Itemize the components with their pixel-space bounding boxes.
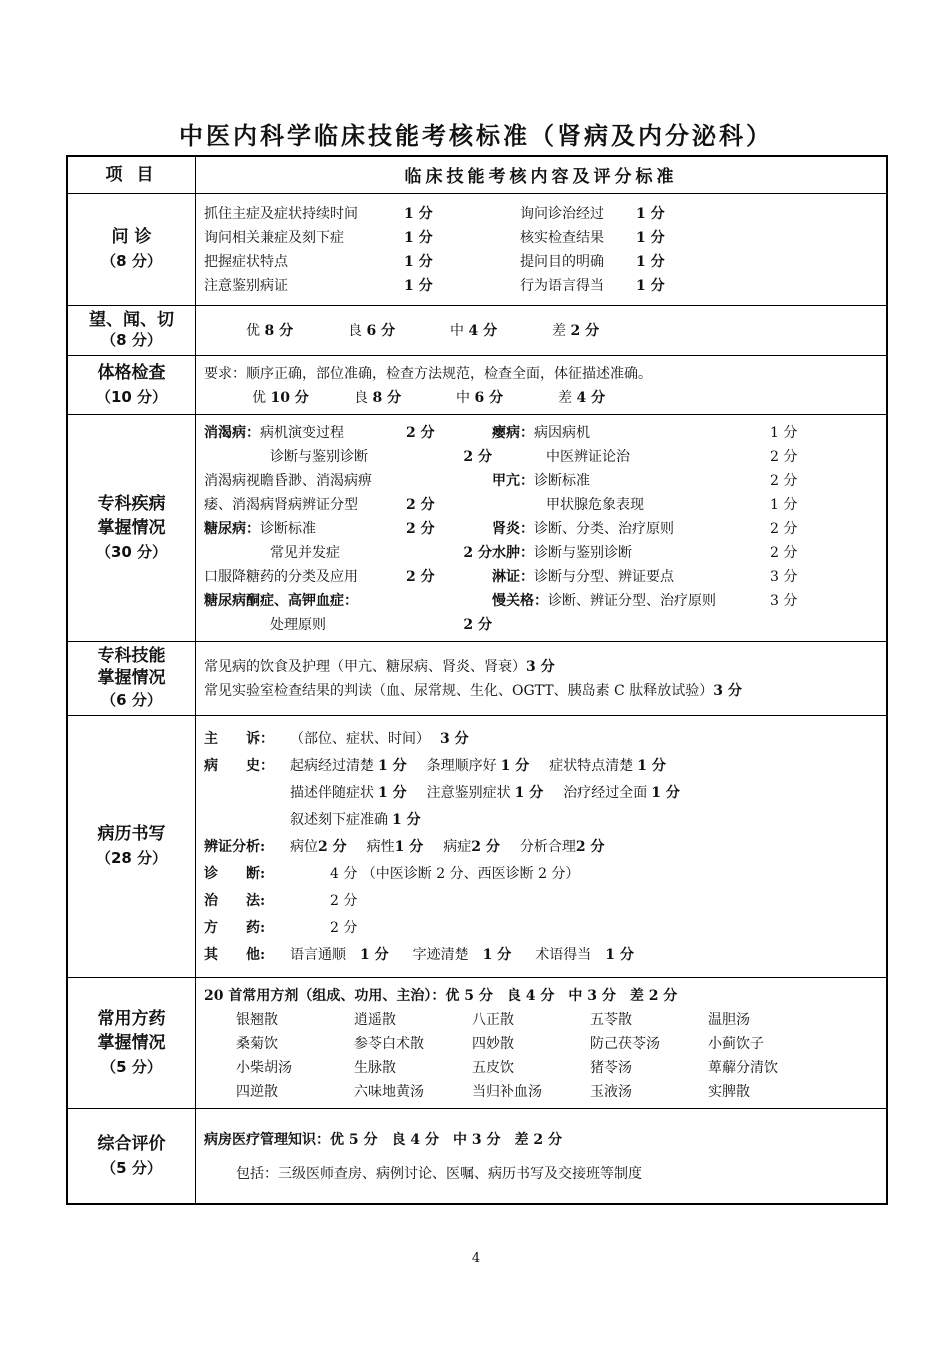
disease-item — [492, 469, 770, 493]
formula-name: 五苓散 — [590, 1011, 632, 1028]
grade-score: 8 分 — [372, 389, 402, 406]
disease-content: 中医辨证论治 — [546, 448, 630, 465]
disease-score: 2 分 — [463, 544, 492, 561]
row-inquiry — [67, 193, 887, 305]
disease-line — [492, 445, 822, 469]
row-record — [67, 715, 887, 977]
disease-line — [492, 469, 822, 493]
history-line — [204, 807, 878, 834]
grade — [558, 386, 660, 410]
label-text: 专科疾病 — [97, 493, 166, 514]
grade-level: 优 — [252, 389, 271, 406]
disease-item — [204, 613, 463, 637]
skill-line-1-score: 3 分 — [526, 659, 555, 675]
chief-label: 主 诉： — [204, 730, 274, 747]
history-item: 条理顺序好 — [426, 757, 497, 774]
disease-name: 消渴病： — [204, 424, 260, 441]
other-item: 字迹清楚 — [412, 946, 469, 963]
inquiry-score: 1 分 — [636, 206, 665, 222]
disease-content: 病因病机 — [534, 424, 590, 441]
formula-name: 六味地黄汤 — [354, 1083, 424, 1100]
disease-line — [204, 565, 492, 589]
row-formula — [67, 977, 887, 1108]
formula-name: 小柴胡汤 — [236, 1059, 292, 1076]
formula-name: 银翘散 — [236, 1011, 278, 1028]
content-record — [196, 715, 888, 977]
history-item: 起病经过清楚 — [290, 757, 374, 774]
disease-score: 2 分 — [463, 616, 492, 633]
disease-item — [204, 445, 463, 469]
disease-item — [204, 469, 406, 493]
disease-content: 诊断与分型、辨证要点 — [534, 568, 674, 585]
rx-text: 2 分 — [330, 919, 358, 936]
inquiry-score: 1 分 — [636, 230, 665, 246]
other-score: 1 分 — [482, 946, 512, 963]
formula-name: 玉液汤 — [590, 1083, 632, 1100]
formula-name: 实脾散 — [708, 1083, 750, 1100]
label-text: 体格检查 — [97, 362, 166, 383]
label-physical — [67, 355, 196, 414]
history-item: 叙述刻下症准确 — [290, 811, 388, 828]
formula-name: 四逆散 — [236, 1083, 278, 1100]
disease-item — [204, 421, 406, 445]
disease-score: 2 分 — [770, 544, 798, 561]
grade-level: 差 — [558, 389, 577, 406]
label-text: 常用方药 — [97, 1008, 166, 1029]
skill-line-2-score: 3 分 — [713, 683, 742, 699]
formula-line — [236, 1032, 878, 1056]
analysis-score: 2 分 — [471, 838, 500, 855]
history-score: 1 分 — [378, 757, 407, 774]
inquiry-line — [204, 202, 878, 226]
disease-name: 淋证： — [492, 568, 534, 585]
content-skill — [196, 641, 888, 715]
disease-content: 常见并发症 — [270, 544, 340, 561]
disease-line — [204, 469, 492, 493]
disease-score: 2 分 — [406, 496, 435, 513]
disease-item — [492, 445, 770, 469]
rx-label: 方 药: — [204, 919, 266, 936]
inquiry-score: 1 分 — [404, 254, 433, 270]
disease-name: 甲亢： — [492, 472, 534, 489]
grade — [354, 386, 456, 410]
label-score: （5 分） — [101, 1158, 162, 1177]
disease-item — [204, 589, 406, 613]
row-physical — [67, 355, 887, 414]
other-item: 术语得当 — [535, 946, 592, 963]
content-physical — [196, 355, 888, 414]
disease-content: 诊断、分类、治疗原则 — [534, 520, 674, 537]
inquiry-item: 询问诊治经过 — [520, 206, 604, 222]
label-disease — [67, 414, 196, 641]
label-record — [67, 715, 196, 977]
disease-name: 瘿病： — [492, 424, 534, 441]
skill-line-2: 常见实验室检查结果的判读（血、尿常规、生化、OGTT、胰岛素 C 肽释放试验） — [204, 683, 714, 699]
disease-content: 消渴病视瞻昏渺、消渴病痹 — [204, 472, 372, 489]
disease-item — [492, 589, 770, 613]
history-indent — [204, 780, 290, 807]
formula-name: 桑菊饮 — [236, 1035, 278, 1052]
analysis-item: 病性 — [366, 838, 395, 855]
history-score: 1 分 — [392, 811, 421, 828]
other-score: 1 分 — [605, 946, 634, 963]
row-observe — [67, 305, 887, 355]
disease-name: 慢关格： — [492, 592, 548, 609]
history-score: 1 分 — [378, 784, 407, 801]
disease-score: 3 分 — [770, 592, 798, 609]
formula-name: 当归补血汤 — [472, 1083, 542, 1100]
analysis-item: 病位 — [290, 838, 318, 855]
disease-item — [492, 517, 770, 541]
disease-content: 处理原则 — [270, 616, 326, 633]
inquiry-score: 1 分 — [404, 278, 433, 294]
content-overall — [196, 1108, 888, 1204]
grade-level: 差 — [552, 323, 571, 339]
disease-line — [492, 565, 822, 589]
grade-score: 6 分 — [474, 389, 504, 406]
label-text: 综合评价 — [97, 1133, 166, 1154]
analysis-score: 2 分 — [318, 838, 347, 855]
grade — [246, 319, 348, 343]
table-header-row — [67, 156, 887, 193]
therapy-label: 治 法: — [204, 892, 266, 909]
inquiry-line — [204, 226, 878, 250]
grade-level: 优 — [246, 323, 265, 339]
history-item: 治疗经过全面 — [563, 784, 648, 801]
disease-line — [204, 517, 492, 541]
disease-line — [492, 589, 822, 613]
disease-item — [492, 421, 770, 445]
disease-content: 病机演变过程 — [260, 424, 344, 441]
disease-score: 2 分 — [770, 520, 798, 537]
history-indent — [204, 807, 290, 834]
label-text: 望、闻、切 — [89, 310, 174, 330]
disease-line — [204, 613, 492, 637]
grade — [456, 386, 558, 410]
grade-score: 2 分 — [570, 323, 600, 339]
history-score: 1 分 — [637, 757, 666, 774]
content-formula — [196, 977, 888, 1108]
disease-score: 2 分 — [770, 472, 798, 489]
chief-text: （部位、症状、时间） — [290, 730, 430, 747]
grade — [348, 319, 450, 343]
analysis-label: 辨证分析: — [204, 838, 266, 855]
label-skill — [67, 641, 196, 715]
formula-heading: 20 首常用方剂（组成、功用、主治）：优 5 分 良 4 分 中 3 分 差 2 分 — [204, 987, 678, 1004]
skill-line-1: 常见病的饮食及护理（甲亢、糖尿病、肾炎、肾衰） — [204, 659, 526, 675]
disease-content: 诊断与鉴别诊断 — [534, 544, 632, 561]
grade-score: 6 分 — [366, 323, 396, 339]
row-overall — [67, 1108, 887, 1204]
label-score: （8 分） — [101, 331, 162, 349]
grade-score: 10 分 — [270, 389, 309, 406]
formula-name: 温胆汤 — [708, 1011, 750, 1028]
inquiry-item: 行为语言得当 — [520, 278, 604, 294]
disease-score: 1 分 — [770, 424, 798, 441]
disease-item — [492, 541, 770, 565]
formula-name: 萆薢分清饮 — [708, 1059, 778, 1076]
inquiry-score: 1 分 — [404, 206, 433, 222]
disease-item — [492, 493, 770, 517]
disease-content: 诊断标准 — [260, 520, 316, 537]
formula-name: 参苓白术散 — [354, 1035, 424, 1052]
formula-name: 防己茯苓汤 — [590, 1035, 660, 1052]
disease-name: 肾炎： — [492, 520, 534, 537]
formula-name: 逍遥散 — [354, 1011, 396, 1028]
grade-score: 4 分 — [468, 323, 498, 339]
disease-item — [204, 517, 406, 541]
header-item: 项 目 — [67, 156, 196, 193]
disease-content: 诊断标准 — [534, 472, 590, 489]
diagnosis-label: 诊 断: — [204, 865, 266, 882]
disease-line — [492, 517, 822, 541]
therapy-text: 2 分 — [330, 892, 358, 909]
grade-score: 4 分 — [576, 389, 606, 406]
label-overall — [67, 1108, 196, 1204]
assessment-table — [66, 155, 888, 1205]
formula-name: 四妙散 — [472, 1035, 514, 1052]
label-formula — [67, 977, 196, 1108]
other-item: 语言通顺 — [290, 946, 346, 963]
formula-name: 小蓟饮子 — [708, 1035, 764, 1052]
disease-name: 水肿： — [492, 544, 534, 561]
formula-name: 猪苓汤 — [590, 1059, 632, 1076]
inquiry-item: 询问相关兼症及刻下症 — [204, 230, 344, 246]
disease-content: 诊断、辨证分型、治疗原则 — [548, 592, 716, 609]
content-disease — [196, 414, 888, 641]
content-observe — [196, 305, 888, 355]
disease-line — [204, 541, 492, 565]
label-score: （30 分） — [95, 542, 168, 561]
grade-level: 中 — [456, 389, 475, 406]
inquiry-item: 提问目的明确 — [520, 254, 604, 270]
disease-score: 2 分 — [463, 448, 492, 465]
analysis-score: 1 分 — [394, 838, 424, 855]
disease-line — [492, 421, 822, 445]
row-skill — [67, 641, 887, 715]
label-observe — [67, 305, 196, 355]
grade-level: 中 — [450, 323, 469, 339]
label-text: 掌握情况 — [97, 517, 166, 538]
formula-name: 八正散 — [472, 1011, 514, 1028]
inquiry-item: 把握症状特点 — [204, 254, 288, 270]
inquiry-line — [204, 274, 878, 298]
grade — [450, 319, 552, 343]
disease-content: 诊断与鉴别诊断 — [270, 448, 368, 465]
grade-score: 8 分 — [264, 323, 294, 339]
history-label: 病 史： — [204, 757, 274, 774]
history-item: 注意鉴别症状 — [426, 784, 511, 801]
label-text: 掌握情况 — [97, 1032, 166, 1053]
content-inquiry — [196, 193, 888, 305]
disease-score: 2 分 — [406, 520, 435, 537]
formula-line — [236, 1056, 878, 1080]
label-text: 掌握情况 — [97, 668, 166, 688]
grade — [552, 319, 654, 343]
disease-line — [492, 541, 822, 565]
disease-content: 甲状腺危象表现 — [546, 496, 644, 513]
disease-name: 糖尿病酮症、高钾血症： — [204, 592, 358, 609]
analysis-item: 病症 — [443, 838, 472, 855]
chief-score: 3 分 — [440, 730, 469, 747]
disease-content: 口服降糖药的分类及应用 — [204, 568, 358, 585]
disease-line — [492, 493, 822, 517]
other-score: 1 分 — [360, 946, 389, 963]
label-text: 专科技能 — [97, 646, 166, 666]
analysis-score: 2 分 — [575, 838, 605, 855]
row-disease — [67, 414, 887, 641]
disease-item — [492, 565, 770, 589]
disease-content: 痿、消渴病肾病辨证分型 — [204, 496, 358, 513]
disease-score: 2 分 — [406, 424, 435, 441]
formula-name: 五皮饮 — [472, 1059, 514, 1076]
page-number: 4 — [471, 1251, 481, 1266]
disease-score: 2 分 — [406, 568, 435, 585]
inquiry-score: 1 分 — [404, 230, 433, 246]
inquiry-item: 核实检查结果 — [520, 230, 604, 246]
disease-line — [204, 493, 492, 517]
history-score: 1 分 — [651, 784, 680, 801]
label-inquiry — [67, 193, 196, 305]
disease-score: 2 分 — [770, 448, 798, 465]
disease-line — [204, 445, 492, 469]
disease-item — [204, 493, 406, 517]
label-score: （28 分） — [95, 849, 168, 867]
label-text: 病历书写 — [97, 824, 166, 844]
grade-level: 良 — [348, 323, 367, 339]
inquiry-score: 1 分 — [636, 278, 665, 294]
history-item: 描述伴随症状 — [290, 784, 374, 801]
inquiry-item: 抓住主症及症状持续时间 — [204, 206, 358, 222]
diagnosis-text: 4 分 （中医诊断 2 分、西医诊断 2 分） — [330, 865, 580, 882]
inquiry-score: 1 分 — [636, 254, 665, 270]
history-score: 1 分 — [514, 784, 544, 801]
history-line — [204, 780, 878, 807]
physical-requirement: 要求：顺序正确，部位准确，检查方法规范，检查全面，体征描述准确。 — [204, 365, 652, 382]
label-score: （5 分） — [101, 1057, 162, 1076]
label-score: （6 分） — [101, 691, 162, 709]
formula-line — [236, 1008, 878, 1032]
disease-line — [204, 421, 492, 445]
label-score: （8 分） — [101, 252, 162, 270]
history-line — [204, 753, 878, 780]
header-content: 临床技能考核内容及评分标准 — [196, 156, 888, 193]
history-score: 1 分 — [500, 757, 530, 774]
overall-heading: 病房医疗管理知识：优 5 分 良 4 分 中 3 分 差 2 分 — [204, 1131, 562, 1148]
grade-level: 良 — [354, 389, 373, 406]
other-label: 其 他: — [204, 946, 266, 963]
page-title: 中医内科学临床技能考核标准（肾病及内分泌科） — [179, 122, 773, 150]
history-item: 症状特点清楚 — [549, 757, 634, 774]
disease-item — [204, 565, 406, 589]
overall-include: 包括：三级医师查房、病例讨论、医嘱、病历书写及交接班等制度 — [236, 1165, 642, 1182]
disease-score: 3 分 — [770, 568, 798, 585]
disease-score: 1 分 — [770, 496, 798, 513]
label-score: （10 分） — [95, 387, 168, 406]
formula-line — [236, 1080, 878, 1104]
disease-line — [204, 589, 492, 613]
inquiry-item: 注意鉴别病证 — [204, 278, 288, 294]
formula-name: 生脉散 — [354, 1059, 396, 1076]
disease-item — [204, 541, 463, 565]
label-text: 问 诊 — [111, 227, 152, 247]
analysis-item: 分析合理 — [519, 838, 576, 855]
disease-name: 糖尿病： — [204, 520, 260, 537]
grade — [252, 386, 354, 410]
inquiry-line — [204, 250, 878, 274]
